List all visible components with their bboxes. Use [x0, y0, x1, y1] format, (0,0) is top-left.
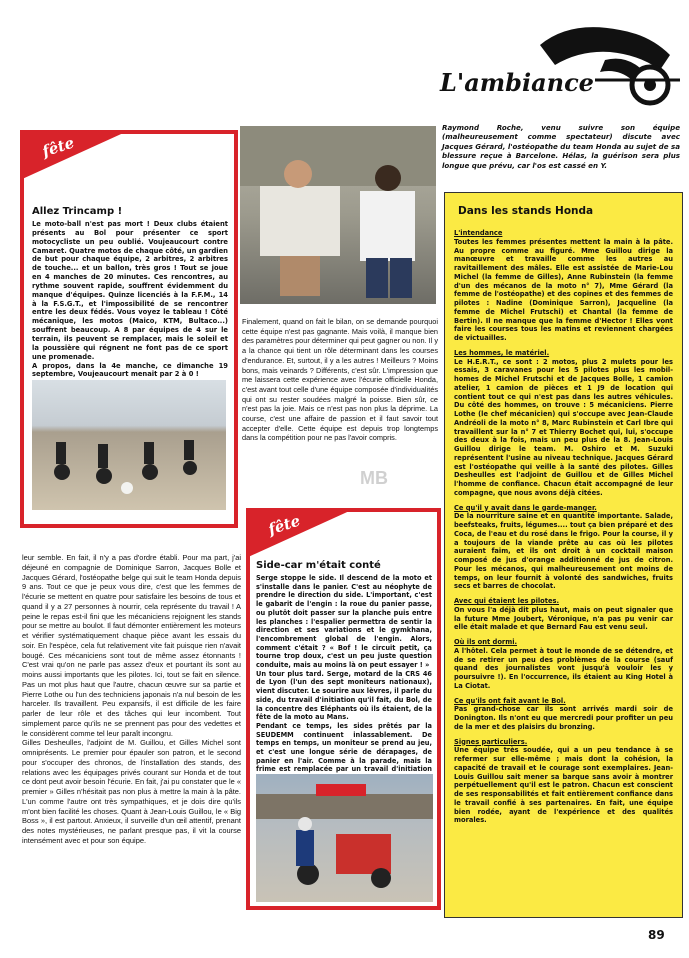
side-car-box: [246, 508, 441, 910]
moto-ball-box: [20, 130, 238, 528]
left-article-text: leur semble. En fait, il n'y a pas d'ordre établi. Pour ma part, j'ai déjeuné en compagnie de Dominique Sarron, Jacques Bolle et Jacques Gérard, l'ostéopathe belge qui suit le team Honda depuis 9 ans. Tout ce que je peux vous dire, c'est que les femmes de l'écurie se mettent en quatre pour satisfaire les besoins de tous et quand il y a 27 personnes à nourrir, cela représente du travail ! A peine le repas est-il fini que les mécaniciens rejoignent les stands pour se mettre au boulot. Il faut démonter entièrement les moteurs et vérifier systématiquement chaque pièce avant les essais du soir. En l'espèce, cela fut relativement vite fait puisque rien n'avait bougé. Ces mécaniciens sont tout de même assez étonnants ! C'est vrai qu'on ne parle pas assez d'eux et pourtant ils sont au moins aussi importants que les pilotes. Ici, tout se fait en silence. Pas un mot plus haut que l'autre, chacun œuvre sur sa partie et Pierre Lothe ou l'un des techniciens japonais n'a nul besoin de les harceler. Ils travaillent. Peu expansifs, il est difficile de les faire parler de leur rôle et des tâches qui leur incombent. Tout simplement parce qu'ils ne se prennent pas pour des vedettes et le considèrent comme tel leur paraît incongru. Gilles Desheulles, l'adjoint de M. Guillou, et Gilles Michel sont omniprésents. Le premier pour épauler son patron, et le second pour s'occuper des chronos, de l'installation des stands, des relations avec les équipages privés courant sur Honda et de tout ce dont peut avoir besoin l'écurie. En fait, j'ai pu constater que le « premier » Gilles n'hésitait pas non plus à mettre la main à la pâte. L'un comme l'autre ont très sympathiques, et je dois dire qu'ils m'ont bien facilité les choses. Quant à Jean-Louis Guillou, le « Big Boss », il est partout. Anxieux, il surveille d'un œil attentif, prenant des notes mystérieuses, ne parlant presque pas, il vit la course intensément avec et pour son équipe.: [22, 553, 241, 845]
stands-section: [454, 229, 673, 343]
stands-section: [454, 697, 673, 732]
box1-text: Le moto-ball n'est pas mort ! Deux clubs étaient présents au Bol pour présenter ce sport motocycliste un peu oublié. Voujeaucourt contre Camaret. Quatre motos de chaque côté, un gardien de but pour chaque équipe, 2 arbitres, 2 arbitres de touche... et un ballon, très gros ! Tout se joue en 4 manches de 20 minutes. Ces rencontres, au rythme souvent rapide, souffrent évidemment du manque d'équipes. Quinze licenciés à la F.F.M., 14 à la F.S.G.T., et l'impossibilité de se rencontrer entre les deux fédés. Vous voyez le tableau ! Côté mécanique, les motos (Maico, KTM, Bultaco...) souffrent beaucoup. A 8 par équipes de 4 sur le terrain, ils peuvent se remplacer, mais le soleil et la poussière qui régnent ne font pas de ce sport une promenade. A propos, dans la 4e manche, ce dimanche 19 septembre, Voujeaucourt menait par 2 à 0 !: [32, 220, 228, 379]
header-photo-caption: Raymond Roche, venu suivre son équipe (malheureusement comme spectateur) discute avec Jacques Gérard, l'ostéopathe du team Honda au sujet de sa blessure reçue à Barcelone. Hélas, la guérison sera plus longue que prévu, car l'os est cassé en Y.: [442, 123, 680, 170]
stands-honda-box: [444, 192, 683, 918]
fete-tag-2: fête: [266, 511, 303, 539]
stands-section: [454, 597, 673, 632]
stands-section-heading: Où ils ont dormi.: [454, 638, 518, 646]
fete-banner-shape-icon: [246, 508, 356, 558]
stands-section-heading: L'intendance: [454, 229, 503, 237]
stands-section-text: Le H.E.R.T., ce sont : 2 motos, plus 2 mulets pour les essais, 3 caravanes pour les 5 pilotes plus les mobil-homes de Michel Frutschi et de Jacques Bolle, 1 camion atelier, 1 camion de pièces et 1 J9 de location qui contient tout ce qui n'est pas dans les autres véhicules. Du côté des hommes, on trouve : 5 mécaniciens. Pierre Lothe (le chef mécanicien) qui s'occupe avec Jean-Claude Andréoli de la moto n° 8, Marc Rubinstein et Carl Ibre qui travaillent sur la n° 7 et Thierry Bochet qui, lui, s'occupe des deux à la fois, mais un peu plus de la 8. Jean-Louis Guillou dirige le team. M. Oshiro et M. Suzuki représentent l'usine au niveau technique. Jacques Gérard est l'ostéopathe qui veille à la santé des pilotes. Gilles Desheulles est l'adjoint de Guillou et de Gilles Michel l'homme de confiance. Chacun était accompagné de leur compagne, que nous avons déjà citées.: [454, 357, 673, 497]
stands-section-text: A l'hôtel. Cela permet à tout le monde de se détendre, et de se retirer un peu des problèmes de la course (sauf quand des journalistes vont jusqu'à vouloir les y poursuivre !). En l'occurrence, ils étaient au King Hotel à La Ciotat.: [454, 646, 673, 690]
box1-title: Allez Trincamp !: [32, 206, 123, 217]
box2-title: Side-car m'était conté: [256, 560, 381, 571]
stands-section: [454, 638, 673, 691]
page-number: 89: [648, 928, 665, 942]
stands-section-heading: Ce qu'il y avait dans le garde-manger.: [454, 503, 597, 512]
moto-ball-photo: [32, 380, 226, 510]
middle-article-text: Finalement, quand on fait le bilan, on se demande pourquoi cette équipe n'est pas gagnante. Mais voilà, il manque bien des paramètres pour déterminer qui peut gagner ou non. Il y a la chance qui tient un rôle déterminant dans les courses d'endurance. Et, surtout, il y a les autres ! Meilleurs ? Moins bons, mais veinards ? Différents, c'est sûr. L'impression que me laissera cette expérience avec l'écurie officielle Honda, c'est avant tout celle d'une équipe composée d'individualités qui ont su rester soudées malgré la poisse. Bien sûr, ce n'est pas la joie. Mais ce n'est pas non plus la déprime. La course, c'est une affaire de passion et il faut savoir tout accepter d'elle. Cette équipe est depuis trop longtemps dans la compétition pour ne pas l'avoir compris.: [242, 317, 438, 443]
fete-banner-2: [246, 508, 356, 558]
fete-banner-shape-icon: [20, 130, 130, 180]
watermark: MB: [360, 468, 388, 488]
osteopath-discussion-photo: [240, 126, 436, 304]
stands-section-text: On vous l'a déjà dit plus haut, mais on peut signaler que la future Mme Joubert, Véronique, n'a pas pu venir car elle était malade et que Bernard Fau est venu seul.: [454, 605, 673, 632]
stands-section-heading: Avec qui étaient les pilotes.: [454, 597, 560, 605]
stands-section: [454, 349, 673, 498]
header-logo: [440, 10, 685, 122]
fete-tag: fête: [40, 133, 77, 161]
stands-section-text: Toutes les femmes présentes mettent la main à la pâte. Au propre comme au figuré. Mme Guillou dirige la manœuvre et travaille comme les autres au ravitaillement des mâles. Elle est assistée de Marie-Lou Michel (la femme de Gilles), Anne Rubinstein (la femme d'un des mécanos de la moto n° 7), Mme Gérard (la femme de l'ostéopathe) et des copines et des femmes de pilotes : Nadine (Dominique Sarron), Jacqueline (la femme de Michel Frutschi) et Chantal (la femme de Bertin). Il ne manque que la femme d'Hector ! Elles vont faire les courses tous les matins et reviennent chargées de victuailles.: [454, 237, 673, 342]
stands-section-heading: Ce qu'ils ont fait avant le Bol.: [454, 696, 566, 705]
stands-section-text: Pas grand-chose car ils sont arrivés mardi soir de Donington. Ils n'ont eu que mercredi pour profiter un peu de la mer et des plaisirs du bronzing.: [454, 705, 673, 731]
logo-text: L'ambiance: [440, 68, 594, 97]
stands-section: [454, 738, 673, 826]
stands-section-heading: Les hommes, le matériel.: [454, 348, 550, 357]
stands-section-heading: Signes particuliers.: [454, 737, 528, 746]
motorcycle-logo-icon: [500, 10, 685, 122]
box2-text: Serge stoppe le side. Il descend de la moto et s'installe dans le panier. C'est au néophyte de prendre le direction du side. L'important, c'est le gabarit de l'engin : la roue du panier passe, ou plutôt doit passer sur la planche puis entre les planches : l'espalier permettra de sentir la direction et ses variations et le gymkhana, l'encombrement global de l'engin. Alors, comment c'était ? « Bof ! le circuit petit, ça tourne trop doux, c'est un peu juste question conduite, mais au moins là on peut essayer ! » Un tour plus tard. Serge, motard de la CRS 46 de Lyon (l'un des sept moniteurs nationaux), vient discuter. Le sourire aux lèvres, il parle du side, du travail d'initiation qu'il fait, du Bol, de la concentre des Eléphants où ils étaient, de la fête de la moto au Mans. Pendant ce temps, les sides prêtés par la SEUDEMM continuent inlassablement. De temps en temps, un moniteur se prend au jeu, et c'est une longue série de dérapages, de panier en l'air. Comme à la parade, mais la frime est remplacée par un travail d'initiation: [256, 574, 432, 774]
stands-section-text: Une équipe très soudée, qui a un peu tendance à se refermer sur elle-même ; mais dont la cohésion, la capacité de travail et le courage sont exemplaires. Jean-Louis Guillou sait mener sa barque sans avoir à montrer perpétuellement qu'il est le patron. Chacun est conscient de ses responsabilités et fait entièrement confiance dans le travail confié à ses partenaires. En fait, une équipe bien rodée, ayant de l'expérience et des qualités morales.: [454, 746, 673, 825]
stands-section-text: De la nourriture saine et en quantité importante. Salade, beefsteaks, fruits, légumes.... tout ça bien préparé et des Coca, de l'eau et du rosé dans le frigo. Pour la course, il y a toujours de la viande prête au cas où les pilotes auraient faim, et ils ont droit à un cocktail maison composé de jus d'orange additionné de jus de citron. Pour les mécanos, qui malheureusement ont moins de temps, on leur fournit à volonté des sandwiches, fruits secs et barres de chocolat.: [454, 512, 673, 591]
side-car-photo: [256, 774, 433, 902]
stands-title: Dans les stands Honda: [458, 205, 594, 217]
stands-section: [454, 504, 673, 592]
fete-banner: [20, 130, 130, 180]
